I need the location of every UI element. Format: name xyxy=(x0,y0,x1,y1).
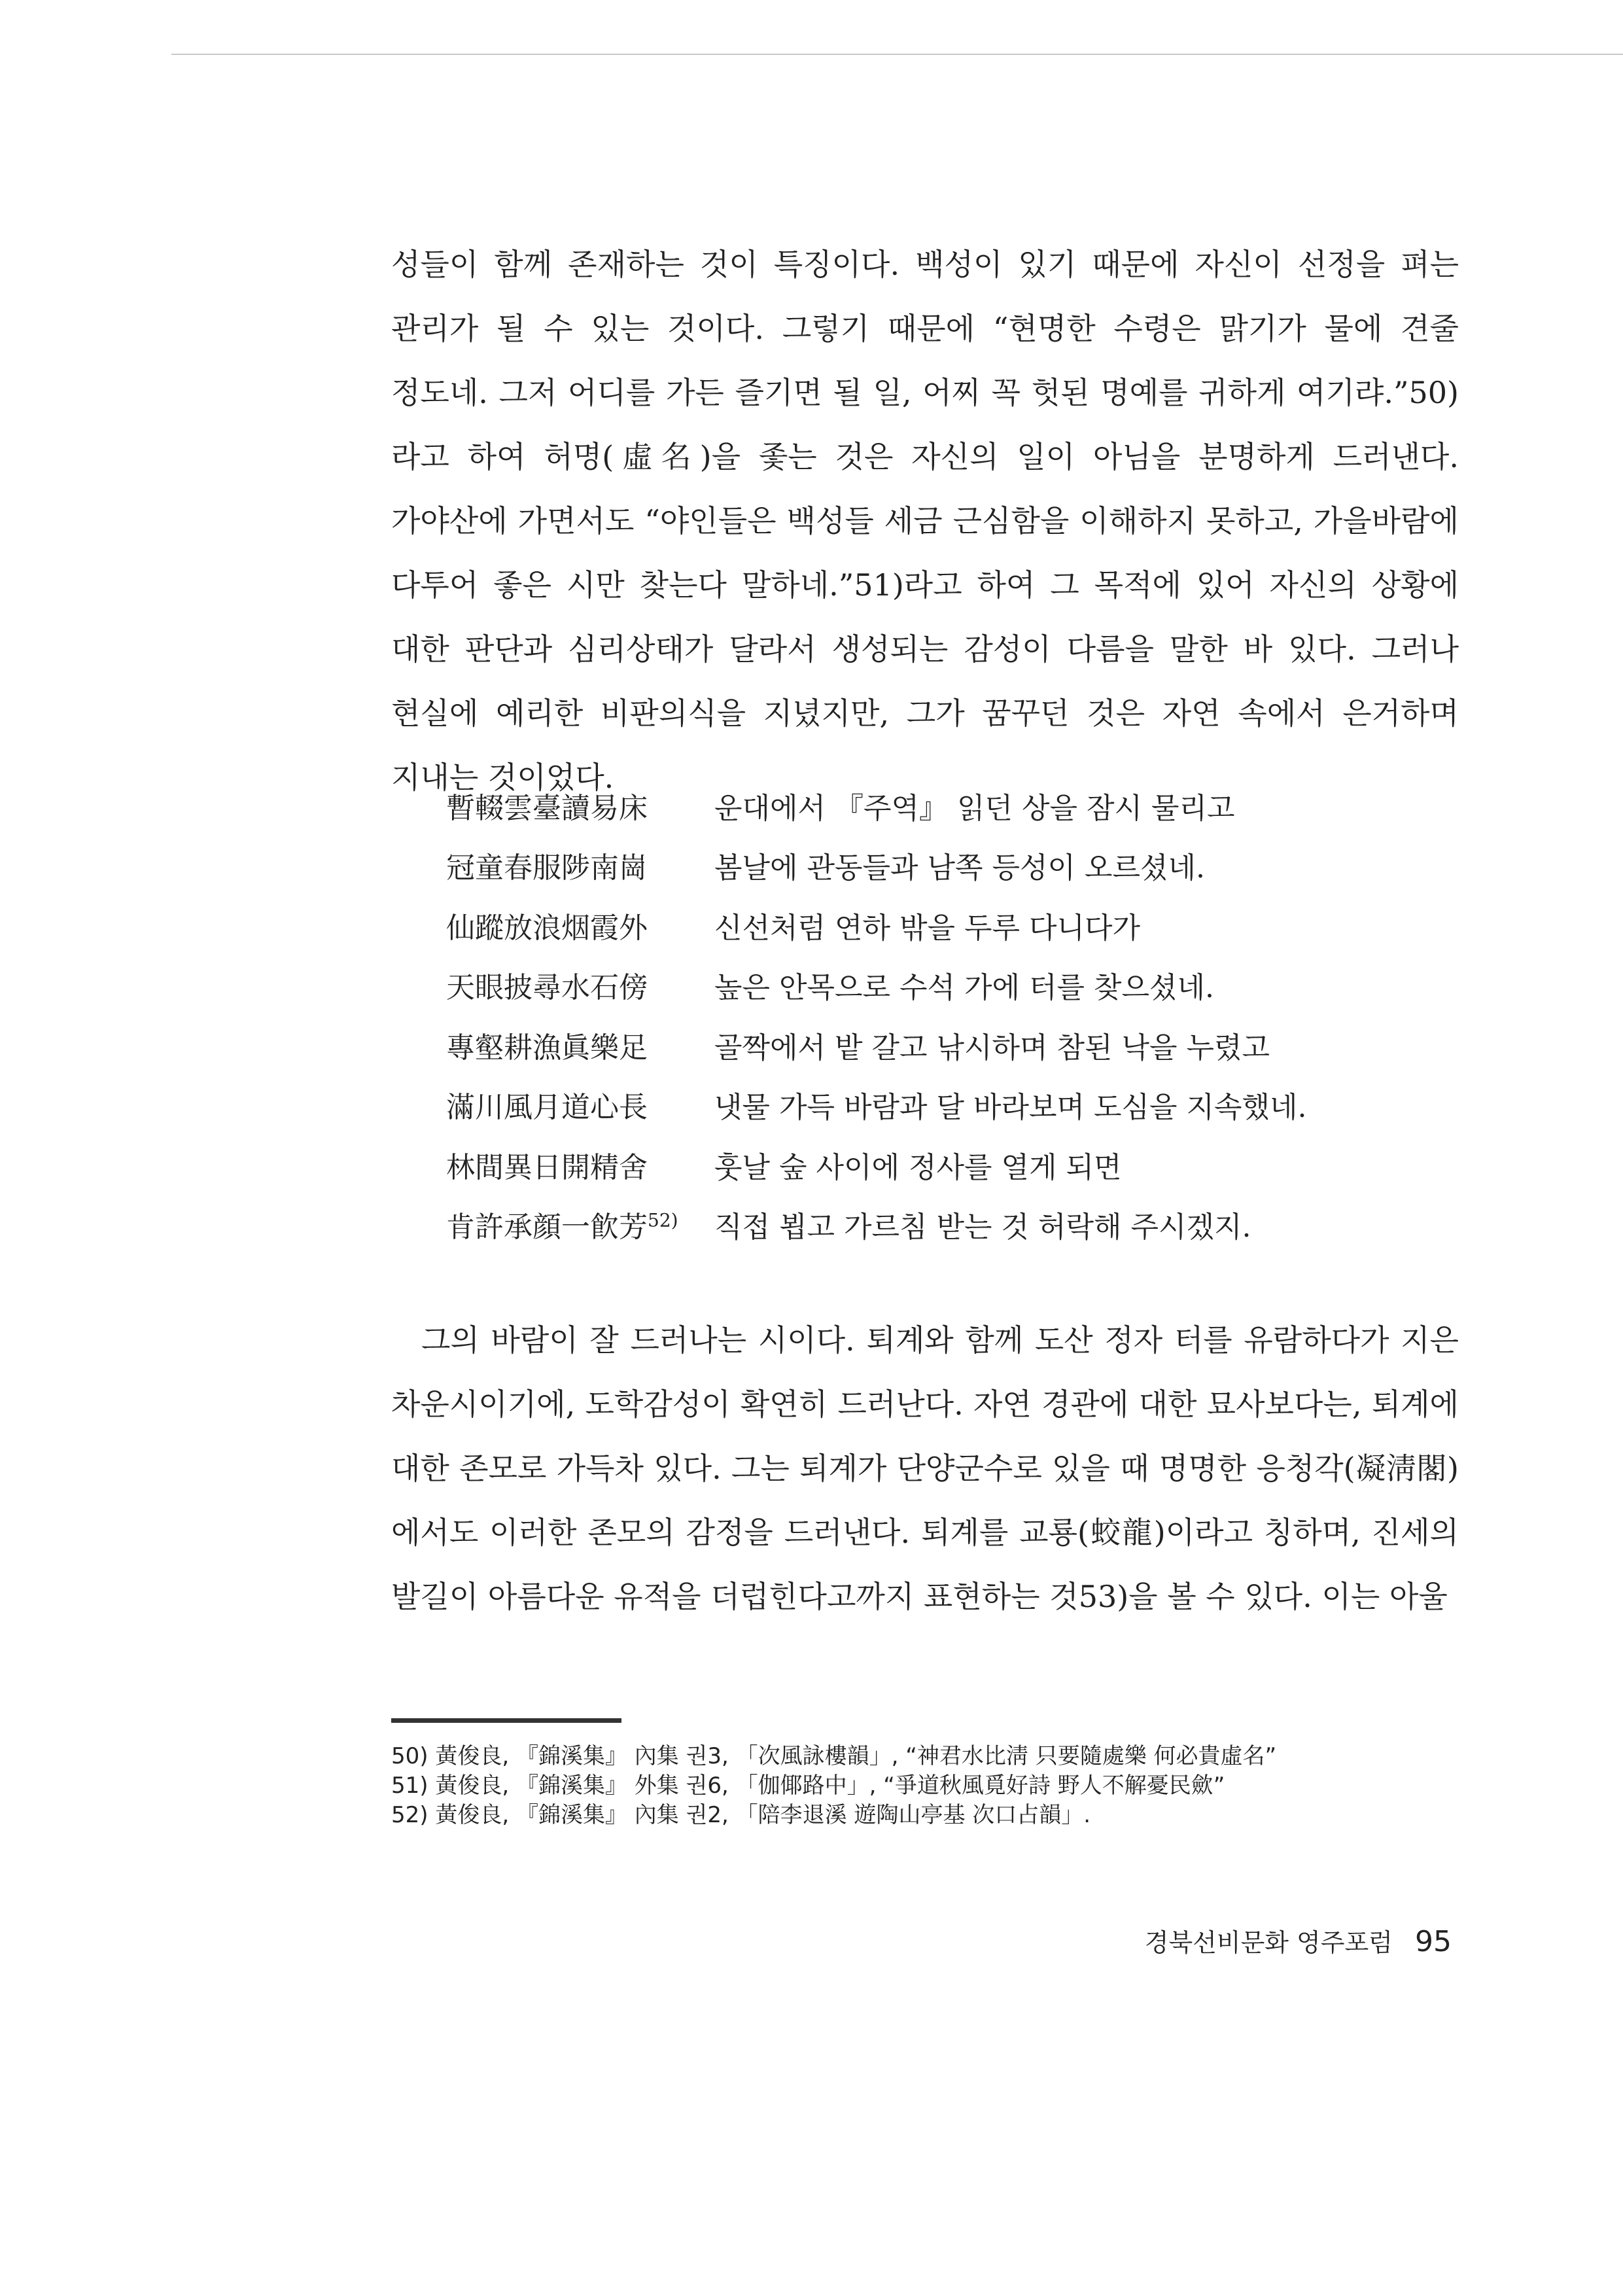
footnote-rule xyxy=(391,1718,621,1723)
footnote-51: 51) 黃俊良, 『錦溪集』 外集 권6, 「伽倻路中」, “爭道秋風覓好詩 野人不解憂民歛” xyxy=(391,1773,1225,1799)
poem-hanja: 暫輟雲臺讀易床 xyxy=(446,791,648,825)
poem-hanja: 仙蹤放浪烟霞外 xyxy=(446,911,648,945)
footnote-50: 50) 黃俊良, 『錦溪集』 內集 권3, 「次風詠樓韻」, “神君水比淸 只要隨處樂 何必貴虛名” xyxy=(391,1743,1277,1769)
footnote-marker: 52) xyxy=(648,1209,678,1231)
poem-hanja-with-note xyxy=(446,1203,714,1245)
page-number: 95 xyxy=(1415,1925,1452,1958)
poem-line xyxy=(446,836,1427,896)
poem-translation: 봄날에 관동들과 남쪽 등성이 오르셨네. xyxy=(714,851,1205,885)
poem-line xyxy=(446,1015,1427,1075)
top-rule xyxy=(171,54,1623,55)
poem-hanja: 天眼披尋水石傍 xyxy=(446,971,648,1005)
poem-line xyxy=(446,895,1427,955)
page-footer xyxy=(1145,1922,1452,1958)
poem-hanja: 專壑耕漁眞樂足 xyxy=(446,1031,648,1065)
footnote-52: 52) 黃俊良, 『錦溪集』 內集 권2, 「陪李退溪 遊陶山亭基 次口占韻」. xyxy=(391,1802,1091,1828)
poem-block xyxy=(446,775,1427,1254)
poem-hanja: 冠童春服陟南崗 xyxy=(446,851,648,885)
poem-line xyxy=(446,775,1427,836)
poem-line xyxy=(446,1135,1427,1195)
poem-line xyxy=(446,1075,1427,1135)
poem-hanja: 滿川風月道心長 xyxy=(446,1091,648,1125)
poem-translation: 신선처럼 연하 밖을 두루 다니다가 xyxy=(714,911,1140,945)
body-paragraph-1: 성들이 함께 존재하는 것이 특징이다. 백성이 있기 때문에 자신이 선정을 펴는 관리가 될 수 있는 것이다. 그렇기 때문에 “현명한 수령은 맑기가 물에 견줄 정도네. 그저 어디를 가든 즐기면 될 일, 어찌 꼭 헛된 명예를 귀하게 여기랴.”50)라고 하여 허명(虛名)을 좇는 것은 자신의 일이 아님을 분명하게 드러낸다. 가야산에 가면서도 “야인들은 백성들 세금 근심함을 이해하지 못하고, 가을바람에 다투어 좋은 시만 찾는다 말하네.”51)라고 하여 그 목적에 있어 자신의 상황에 대한 판단과 심리상태가 달라서 생성되는 감성이 다름을 말한 바 있다. 그러나 현실에 예리한 비판의식을 지녔지만, 그가 꿈꾸던 것은 자연 속에서 은거하며 지내는 것이었다. xyxy=(391,247,1459,795)
poem-translation: 높은 안목으로 수석 가에 터를 찾으셨네. xyxy=(714,971,1214,1005)
footnotes xyxy=(391,1742,1471,1830)
poem-hanja: 林間異日開精舍 xyxy=(446,1150,648,1184)
poem-line xyxy=(446,1195,1427,1255)
poem-translation: 운대에서 『주역』 읽던 상을 잠시 물리고 xyxy=(714,791,1235,825)
poem-translation: 골짝에서 밭 갈고 낚시하며 참된 낙을 누렸고 xyxy=(714,1031,1270,1065)
poem-translation: 냇물 가득 바람과 달 바라보며 도심을 지속했네. xyxy=(714,1091,1307,1125)
footer-title: 경북선비문화 영주포럼 xyxy=(1144,1928,1393,1957)
poem-line xyxy=(446,955,1427,1016)
poem-translation: 훗날 숲 사이에 정사를 열게 되면 xyxy=(714,1150,1122,1184)
poem-translation: 직접 뵙고 가르침 받는 것 허락해 주시겠지. xyxy=(714,1210,1251,1245)
body-paragraph-2: 그의 바람이 잘 드러나는 시이다. 퇴계와 함께 도산 정자 터를 유람하다가 지은 차운시이기에, 도학감성이 확연히 드러난다. 자연 경관에 대한 묘사보다는, 퇴계에 대한 존모로 가득차 있다. 그는 퇴계가 단양군수로 있을 때 명명한 응청각(凝淸閣)에서도 이러한 존모의 감정을 드러낸다. 퇴계를 교룡(蛟龍)이라고 칭하며, 진세의 발길이 아름다운 유적을 더럽힌다고까지 표현하는 것53)을 볼 수 있다. 이는 아울 xyxy=(391,1322,1459,1614)
poem-hanja-text: 肯許承顔一飮芳 xyxy=(446,1210,648,1245)
